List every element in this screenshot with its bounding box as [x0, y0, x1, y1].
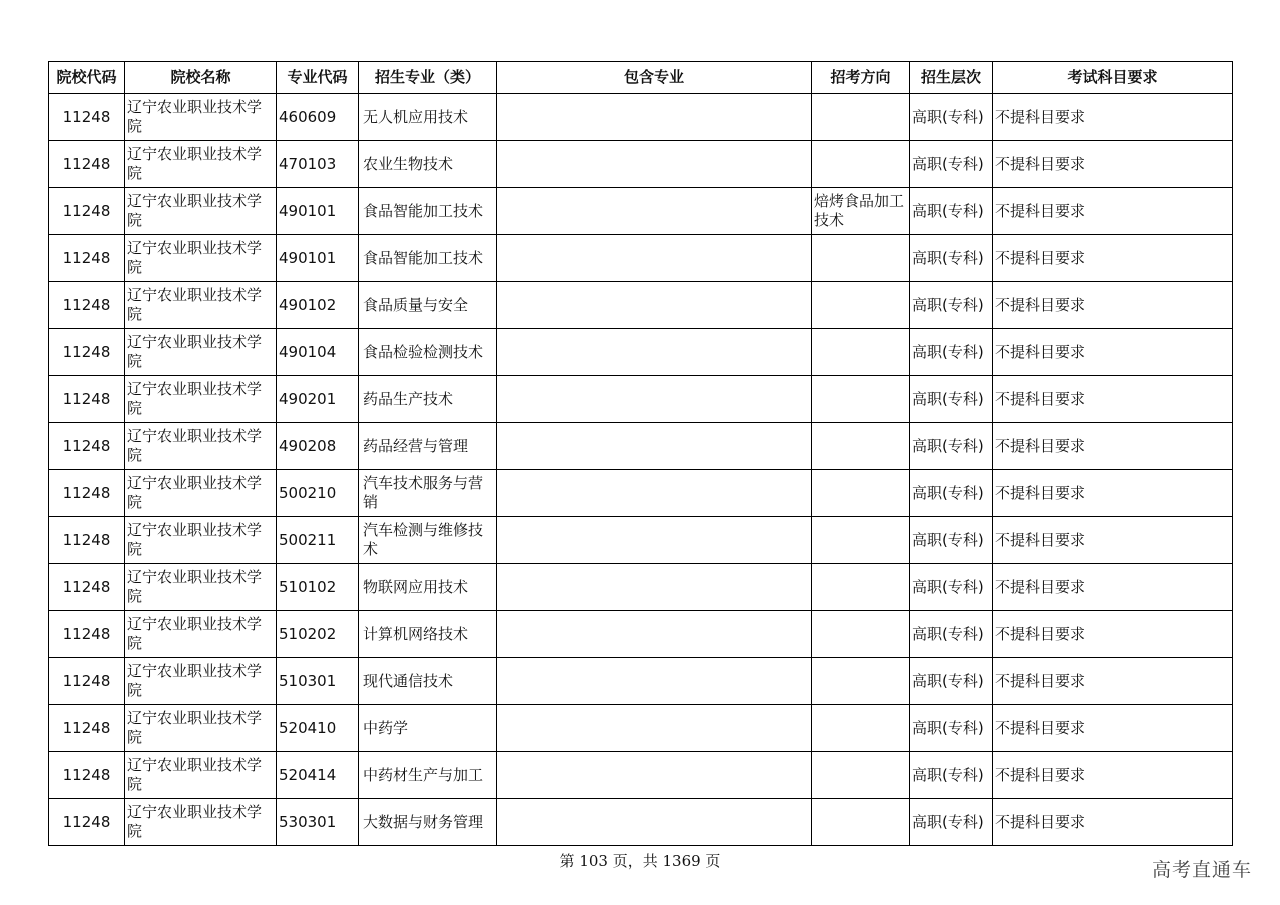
major-cell: 汽车检测与维修技术 [359, 517, 497, 564]
major-code-cell: 490104 [277, 329, 359, 376]
included-majors-cell [497, 141, 812, 188]
school-code-cell: 11248 [49, 235, 125, 282]
school-code-cell: 11248 [49, 188, 125, 235]
table-row [49, 235, 1233, 282]
table-row [49, 141, 1233, 188]
table-row [49, 282, 1233, 329]
requirement-cell: 不提科目要求 [993, 799, 1233, 846]
included-majors-cell [497, 94, 812, 141]
school-code-cell: 11248 [49, 423, 125, 470]
table-row [49, 799, 1233, 846]
level-cell: 高职(专科) [910, 94, 993, 141]
direction-cell [812, 517, 910, 564]
direction-cell [812, 423, 910, 470]
level-cell: 高职(专科) [910, 282, 993, 329]
included-majors-cell [497, 752, 812, 799]
direction-cell [812, 752, 910, 799]
included-majors-cell [497, 611, 812, 658]
level-cell: 高职(专科) [910, 611, 993, 658]
school-name-cell: 辽宁农业职业技术学院 [125, 517, 277, 564]
direction-cell [812, 282, 910, 329]
school-code-cell: 11248 [49, 282, 125, 329]
school-code-cell: 11248 [49, 141, 125, 188]
major-cell: 农业生物技术 [359, 141, 497, 188]
requirement-cell: 不提科目要求 [993, 94, 1233, 141]
school-name-cell: 辽宁农业职业技术学院 [125, 752, 277, 799]
requirement-cell: 不提科目要求 [993, 470, 1233, 517]
level-cell: 高职(专科) [910, 517, 993, 564]
direction-cell: 焙烤食品加工技术 [812, 188, 910, 235]
requirement-cell: 不提科目要求 [993, 188, 1233, 235]
school-name-cell: 辽宁农业职业技术学院 [125, 188, 277, 235]
level-cell: 高职(专科) [910, 752, 993, 799]
table-row [49, 611, 1233, 658]
requirement-cell: 不提科目要求 [993, 329, 1233, 376]
school-name-cell: 辽宁农业职业技术学院 [125, 705, 277, 752]
major-code-cell: 490201 [277, 376, 359, 423]
table-row [49, 752, 1233, 799]
included-majors-cell [497, 705, 812, 752]
level-cell: 高职(专科) [910, 470, 993, 517]
level-cell: 高职(专科) [910, 376, 993, 423]
school-name-cell: 辽宁农业职业技术学院 [125, 282, 277, 329]
included-majors-cell [497, 329, 812, 376]
requirement-cell: 不提科目要求 [993, 658, 1233, 705]
table-row [49, 517, 1233, 564]
requirement-cell: 不提科目要求 [993, 282, 1233, 329]
table-row [49, 423, 1233, 470]
school-code-cell: 11248 [49, 752, 125, 799]
major-code-cell: 520410 [277, 705, 359, 752]
major-code-cell: 490102 [277, 282, 359, 329]
school-code-cell: 11248 [49, 94, 125, 141]
watermark-text: 高考直通车 [1151, 859, 1252, 881]
table-row [49, 329, 1233, 376]
major-cell: 现代通信技术 [359, 658, 497, 705]
major-cell: 食品智能加工技术 [359, 188, 497, 235]
included-majors-cell [497, 188, 812, 235]
major-cell: 药品生产技术 [359, 376, 497, 423]
included-majors-cell [497, 799, 812, 846]
requirement-cell: 不提科目要求 [993, 376, 1233, 423]
school-name-cell: 辽宁农业职业技术学院 [125, 658, 277, 705]
header-level: 招生层次 [910, 62, 993, 94]
page-number: 第 103 页，共 1369 页 [559, 852, 721, 870]
requirement-cell: 不提科目要求 [993, 564, 1233, 611]
level-cell: 高职(专科) [910, 329, 993, 376]
major-cell: 无人机应用技术 [359, 94, 497, 141]
school-code-cell: 11248 [49, 329, 125, 376]
school-name-cell: 辽宁农业职业技术学院 [125, 423, 277, 470]
header-school-name: 院校名称 [125, 62, 277, 94]
requirement-cell: 不提科目要求 [993, 423, 1233, 470]
major-code-cell: 510102 [277, 564, 359, 611]
included-majors-cell [497, 517, 812, 564]
major-code-cell: 530301 [277, 799, 359, 846]
table-row [49, 658, 1233, 705]
school-code-cell: 11248 [49, 611, 125, 658]
table-row [49, 705, 1233, 752]
requirement-cell: 不提科目要求 [993, 705, 1233, 752]
level-cell: 高职(专科) [910, 564, 993, 611]
major-code-cell: 490101 [277, 235, 359, 282]
major-cell: 食品检验检测技术 [359, 329, 497, 376]
requirement-cell: 不提科目要求 [993, 752, 1233, 799]
requirement-cell: 不提科目要求 [993, 517, 1233, 564]
level-cell: 高职(专科) [910, 658, 993, 705]
direction-cell [812, 94, 910, 141]
direction-cell [812, 329, 910, 376]
direction-cell [812, 611, 910, 658]
school-name-cell: 辽宁农业职业技术学院 [125, 141, 277, 188]
major-code-cell: 500211 [277, 517, 359, 564]
included-majors-cell [497, 423, 812, 470]
school-name-cell: 辽宁农业职业技术学院 [125, 470, 277, 517]
major-code-cell: 510301 [277, 658, 359, 705]
table-row [49, 564, 1233, 611]
level-cell: 高职(专科) [910, 235, 993, 282]
major-cell: 大数据与财务管理 [359, 799, 497, 846]
direction-cell [812, 799, 910, 846]
header-school-code: 院校代码 [49, 62, 125, 94]
school-code-cell: 11248 [49, 799, 125, 846]
level-cell: 高职(专科) [910, 705, 993, 752]
table-row [49, 376, 1233, 423]
table-row [49, 470, 1233, 517]
header-direction: 招考方向 [812, 62, 910, 94]
level-cell: 高职(专科) [910, 188, 993, 235]
school-name-cell: 辽宁农业职业技术学院 [125, 376, 277, 423]
enrollment-table [48, 61, 1233, 846]
major-cell: 计算机网络技术 [359, 611, 497, 658]
direction-cell [812, 564, 910, 611]
level-cell: 高职(专科) [910, 141, 993, 188]
school-code-cell: 11248 [49, 658, 125, 705]
included-majors-cell [497, 470, 812, 517]
level-cell: 高职(专科) [910, 423, 993, 470]
direction-cell [812, 141, 910, 188]
table-row [49, 188, 1233, 235]
school-code-cell: 11248 [49, 470, 125, 517]
direction-cell [812, 658, 910, 705]
included-majors-cell [497, 658, 812, 705]
school-code-cell: 11248 [49, 705, 125, 752]
school-name-cell: 辽宁农业职业技术学院 [125, 611, 277, 658]
direction-cell [812, 705, 910, 752]
major-cell: 食品质量与安全 [359, 282, 497, 329]
school-name-cell: 辽宁农业职业技术学院 [125, 329, 277, 376]
major-code-cell: 460609 [277, 94, 359, 141]
major-code-cell: 490101 [277, 188, 359, 235]
requirement-cell: 不提科目要求 [993, 235, 1233, 282]
major-cell: 药品经营与管理 [359, 423, 497, 470]
included-majors-cell [497, 564, 812, 611]
major-cell: 食品智能加工技术 [359, 235, 497, 282]
school-code-cell: 11248 [49, 376, 125, 423]
level-cell: 高职(专科) [910, 799, 993, 846]
included-majors-cell [497, 376, 812, 423]
major-code-cell: 490208 [277, 423, 359, 470]
included-majors-cell [497, 282, 812, 329]
requirement-cell: 不提科目要求 [993, 611, 1233, 658]
school-name-cell: 辽宁农业职业技术学院 [125, 235, 277, 282]
school-code-cell: 11248 [49, 517, 125, 564]
school-name-cell: 辽宁农业职业技术学院 [125, 94, 277, 141]
table-body [49, 94, 1233, 846]
direction-cell [812, 376, 910, 423]
major-cell: 中药材生产与加工 [359, 752, 497, 799]
school-name-cell: 辽宁农业职业技术学院 [125, 564, 277, 611]
header-major-code: 专业代码 [277, 62, 359, 94]
table-header-row [49, 62, 1233, 94]
major-code-cell: 520414 [277, 752, 359, 799]
major-code-cell: 510202 [277, 611, 359, 658]
major-cell: 中药学 [359, 705, 497, 752]
header-requirement: 考试科目要求 [993, 62, 1233, 94]
major-cell: 汽车技术服务与营销 [359, 470, 497, 517]
school-name-cell: 辽宁农业职业技术学院 [125, 799, 277, 846]
header-included-majors: 包含专业 [497, 62, 812, 94]
requirement-cell: 不提科目要求 [993, 141, 1233, 188]
included-majors-cell [497, 235, 812, 282]
major-code-cell: 500210 [277, 470, 359, 517]
major-cell: 物联网应用技术 [359, 564, 497, 611]
school-code-cell: 11248 [49, 564, 125, 611]
direction-cell [812, 235, 910, 282]
header-major: 招生专业（类） [359, 62, 497, 94]
major-code-cell: 470103 [277, 141, 359, 188]
table-row [49, 94, 1233, 141]
direction-cell [812, 470, 910, 517]
